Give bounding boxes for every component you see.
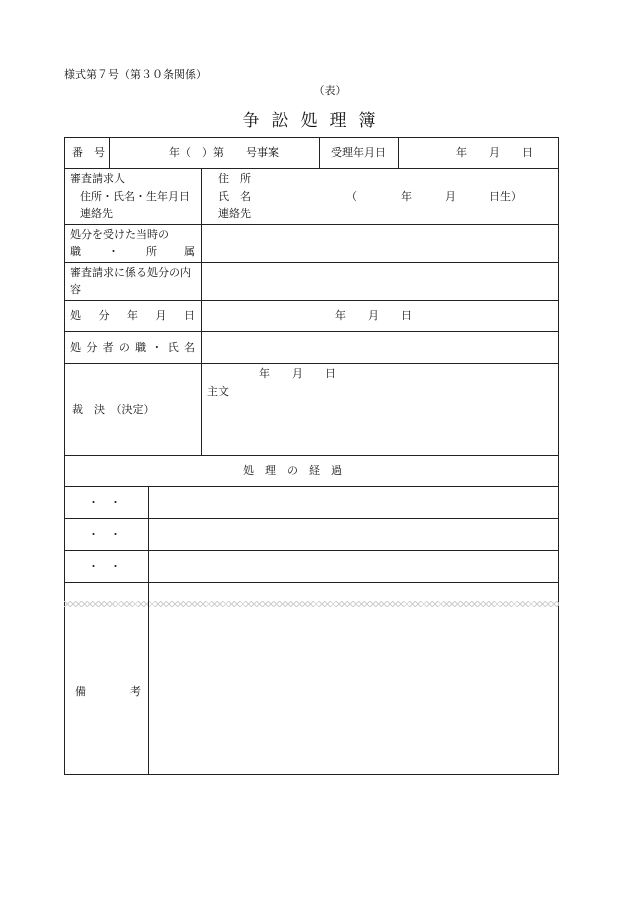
label-char: 名 (183, 341, 195, 354)
label-char: 年 (127, 309, 138, 322)
received-label: 受理年月日 (331, 146, 386, 159)
label-char: の (118, 341, 130, 354)
label-char: 者 (102, 341, 114, 354)
row-divider (64, 363, 559, 364)
address-label: 住 所 (218, 172, 251, 185)
contact-label: 連絡先 (218, 207, 251, 220)
progress-date: ・ ・ (88, 560, 121, 573)
row-divider (64, 262, 559, 263)
col-divider (201, 168, 202, 455)
birth-date: （ 年 月 日生） (346, 190, 522, 203)
label-char: ・ (151, 341, 163, 354)
progress-date: ・ ・ (88, 496, 121, 509)
label-char: 職 (135, 341, 147, 354)
wavy-divider (64, 601, 559, 607)
label-char: 月 (155, 309, 167, 322)
remarks-label: 備 考 (75, 685, 141, 698)
row-divider (64, 331, 559, 332)
row-divider (64, 550, 559, 551)
disposer-label (70, 341, 195, 355)
label-char: 処 (70, 341, 81, 354)
row-divider (64, 224, 559, 225)
col-divider (319, 137, 320, 168)
position-label-char: 属 (184, 245, 195, 258)
disposition-date: 年 月 日 (335, 309, 412, 322)
content-label-line2: 容 (70, 283, 81, 296)
col-divider (398, 137, 399, 168)
name-label: 氏 名 (218, 190, 251, 203)
row-divider (64, 486, 559, 487)
label-char: 氏 (167, 341, 179, 354)
case-number: 年（ ）第 号事案 (169, 146, 279, 159)
requester-subtitle: 住所・氏名・生年月日 (80, 190, 190, 203)
decision-label: 裁 決 （決定） (72, 403, 155, 416)
disposition-date-label (70, 309, 195, 323)
position-label-char: 職 (70, 245, 81, 258)
requester-contact: 連絡先 (80, 207, 113, 220)
row-divider (64, 300, 559, 301)
page-title: 争訟処理簿 (242, 111, 388, 131)
requester-title: 審査請求人 (70, 172, 125, 185)
progress-title: 処 理 の 経 過 (243, 464, 342, 477)
content-label-line1: 審査請求に係る処分の内 (70, 266, 191, 279)
position-label-line2 (70, 245, 195, 259)
row-divider (64, 455, 559, 456)
label-char: 分 (98, 309, 110, 322)
side-label: （表） (313, 84, 347, 97)
label-char: 分 (86, 341, 98, 354)
number-label: 番 号 (72, 146, 105, 159)
label-char: 日 (184, 309, 195, 322)
position-label-line1: 処分を受けた当時の (70, 228, 169, 241)
decision-main-text: 主文 (207, 385, 229, 398)
decision-date: 年 月 日 (259, 367, 336, 380)
form-number: 様式第７号（第３０条関係） (64, 68, 207, 81)
label-char: 処 (70, 309, 81, 322)
col-divider (109, 137, 110, 168)
row-divider (64, 168, 559, 169)
row-divider (64, 518, 559, 519)
received-date: 年 月 日 (456, 146, 533, 159)
position-label-char: 所 (146, 245, 157, 258)
col-divider (148, 486, 149, 775)
row-divider (64, 582, 559, 583)
position-label-char: ・ (108, 245, 119, 258)
progress-date: ・ ・ (88, 528, 121, 541)
